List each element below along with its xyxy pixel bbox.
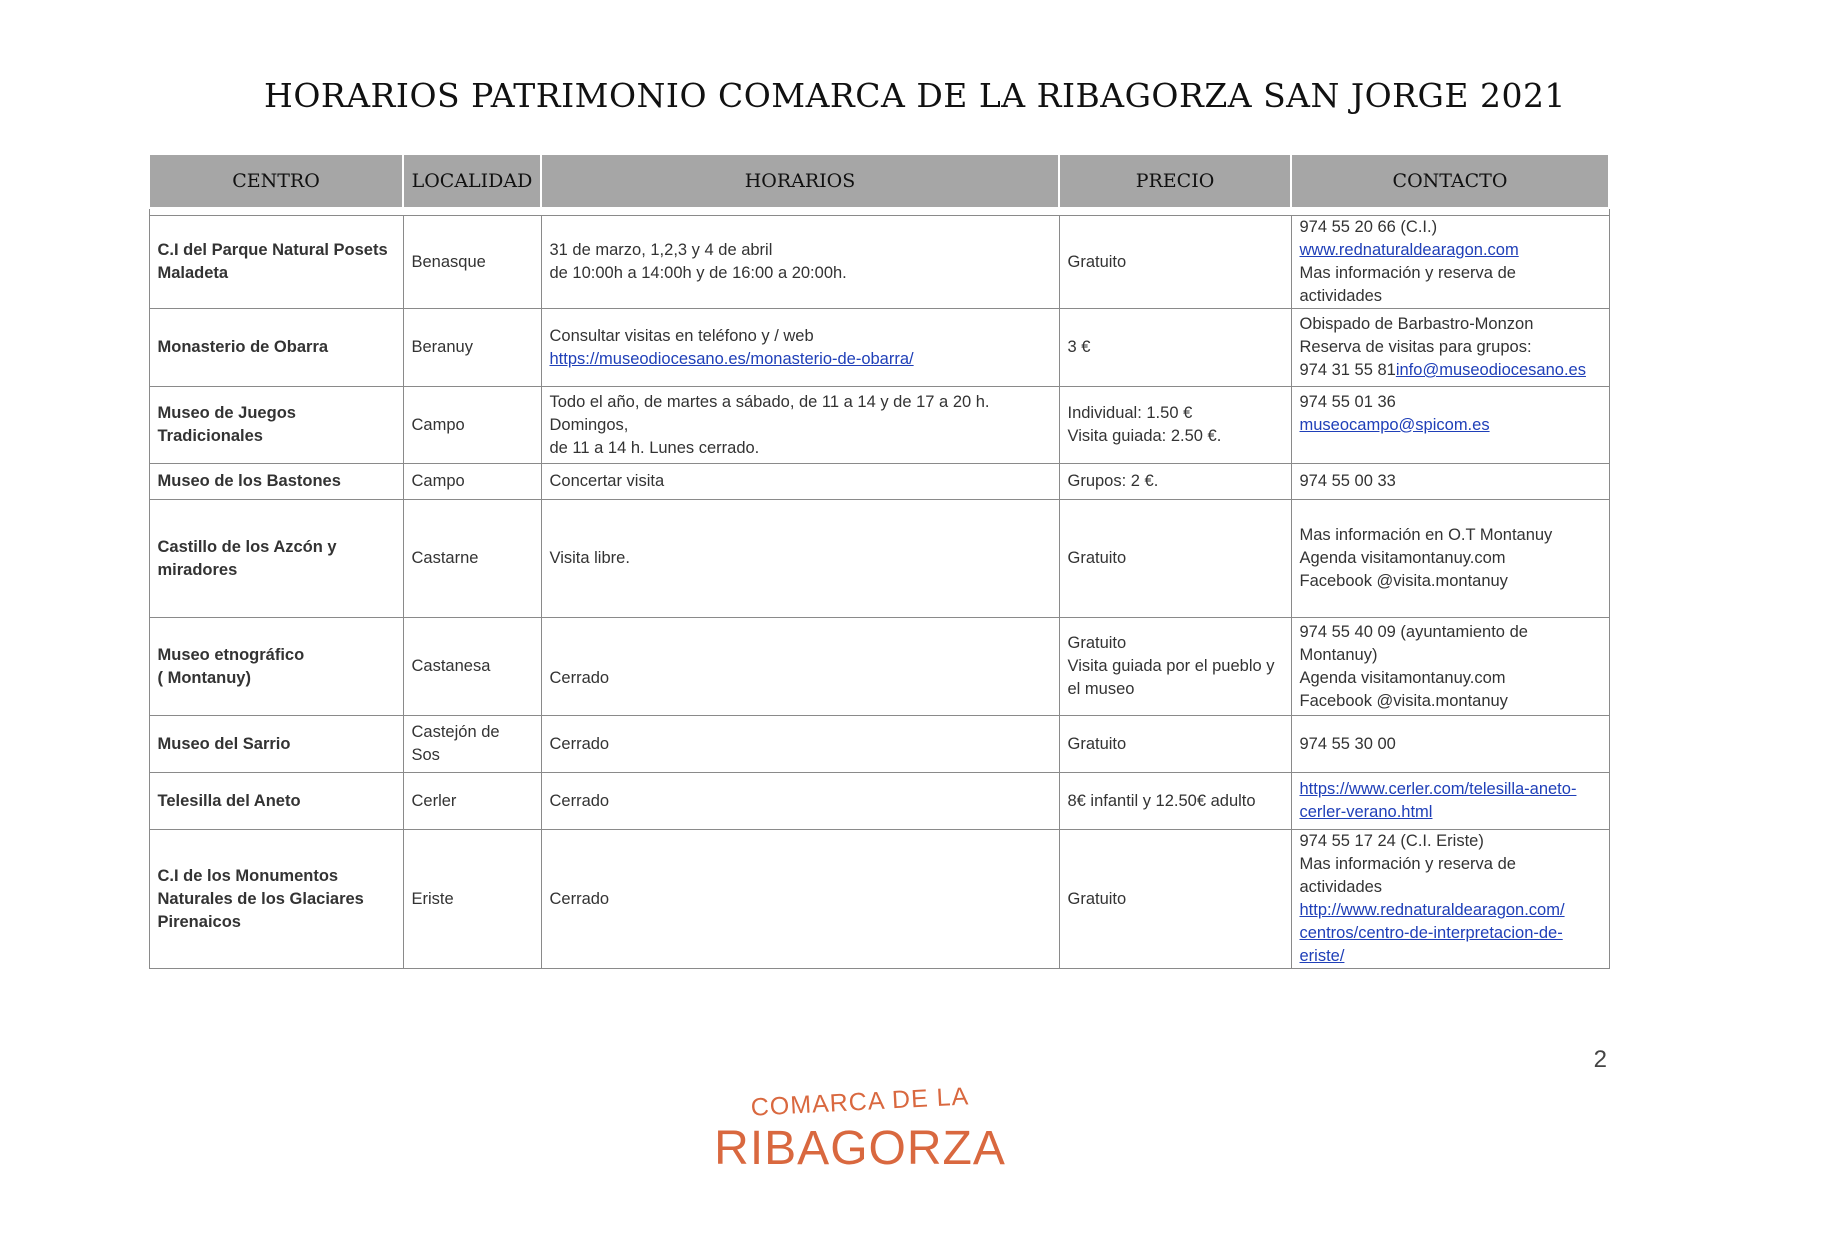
contacto-link[interactable]: centros/centro-de-interpretacion-de-	[1299, 924, 1563, 942]
horarios-line: Cerrado	[549, 791, 610, 810]
centro-cell	[149, 464, 403, 500]
contacto-line: Mas información y reserva de actividades	[1299, 855, 1516, 896]
localidad-cell	[403, 464, 541, 500]
precio-line: el museo	[1067, 680, 1135, 698]
localidad-line: Beranuy	[411, 338, 473, 356]
horarios-cell	[541, 387, 1059, 464]
centro-line: Museo etnográfico	[157, 645, 305, 664]
localidad-line: Sos	[411, 746, 440, 764]
precio-line: Gratuito	[1067, 549, 1127, 567]
contacto-link[interactable]: museocampo@spicom.es	[1299, 415, 1490, 434]
centro-cell	[149, 387, 403, 464]
centro-line: Telesilla del Aneto	[157, 791, 301, 810]
table-body	[149, 216, 1609, 969]
localidad-line: Cerler	[411, 791, 457, 810]
localidad-cell	[403, 773, 541, 830]
document-title: HORARIOS PATRIMONIO COMARCA DE LA RIBAGORZA SAN JORGE 2021	[264, 76, 1566, 115]
centro-line: ( Montanuy)	[157, 668, 251, 687]
precio-line: Visita guiada: 2.50 €.	[1067, 427, 1222, 445]
contacto-cell	[1291, 716, 1609, 773]
precio-line: 8€ infantil y 12.50€ adulto	[1067, 791, 1256, 810]
centro-cell	[149, 830, 403, 969]
page-number: 2	[1593, 1046, 1607, 1073]
table-row	[149, 618, 1609, 716]
horarios-cell	[541, 309, 1059, 387]
localidad-line: Castarne	[411, 549, 479, 567]
contacto-cell	[1291, 464, 1609, 500]
localidad-line: Campo	[411, 415, 465, 434]
centro-line: Pirenaicos	[157, 912, 241, 931]
localidad-cell	[403, 309, 541, 387]
contacto-line	[1300, 437, 1601, 460]
contacto-line: Reserva de visitas para grupos:	[1299, 338, 1532, 356]
contacto-line: 974 55 40 09 (ayuntamiento de	[1299, 622, 1528, 641]
localidad-cell	[403, 716, 541, 773]
contacto-line: 974 55 00 33	[1299, 472, 1396, 490]
header-centro: CENTRO	[149, 154, 403, 208]
contacto-cell	[1291, 500, 1609, 618]
contacto-line	[1300, 359, 1601, 382]
horarios-line: Concertar visita	[549, 472, 665, 490]
table-row	[149, 830, 1609, 969]
schedule-table	[148, 153, 1610, 969]
contacto-link[interactable]: http://www.rednaturaldearagon.com/	[1299, 901, 1565, 919]
horarios-line: Cerrado	[549, 668, 610, 687]
contacto-line: 974 55 20 66 (C.I.)	[1299, 218, 1438, 236]
horarios-line: 31 de marzo, 1,2,3 y 4 de abril	[549, 241, 773, 259]
centro-cell	[149, 618, 403, 716]
precio-cell	[1059, 716, 1291, 773]
localidad-line: Campo	[411, 472, 465, 490]
contacto-line: Mas información y reserva de actividades	[1299, 264, 1516, 305]
contacto-line: 974 55 01 36	[1299, 392, 1396, 411]
contacto-cell	[1291, 830, 1609, 969]
centro-line: Museo de Juegos	[157, 404, 296, 422]
header-precio: PRECIO	[1059, 154, 1291, 208]
comarca-ribagorza-logo	[714, 1072, 1006, 1182]
precio-line: Individual: 1.50 €	[1067, 404, 1193, 422]
horarios-line: Todo el año, de martes a sábado, de 11 a 14 y de 17 a 20 h. Domingos,	[549, 392, 990, 434]
contacto-line: 974 55 17 24 (C.I. Eriste)	[1299, 832, 1484, 850]
centro-cell	[149, 500, 403, 618]
header-gap	[149, 208, 1609, 216]
precio-cell	[1059, 773, 1291, 830]
horarios-cell	[541, 464, 1059, 500]
horarios-cell	[541, 716, 1059, 773]
table-row	[149, 216, 1609, 309]
centro-line: C.I del Parque Natural Posets	[157, 241, 388, 259]
horarios-line: Visita libre.	[549, 549, 630, 567]
centro-line: Maladeta	[157, 264, 229, 282]
centro-line: Tradicionales	[157, 427, 263, 445]
contacto-link[interactable]: www.rednaturaldearagon.com	[1299, 241, 1519, 259]
localidad-cell	[403, 830, 541, 969]
contacto-cell	[1291, 309, 1609, 387]
localidad-line: Castejón de	[411, 723, 500, 741]
precio-line: Gratuito	[1067, 634, 1127, 652]
contacto-line: Mas información en O.T Montanuy	[1299, 526, 1553, 544]
centro-cell	[149, 773, 403, 830]
precio-line: Visita guiada por el pueblo y	[1067, 657, 1275, 675]
contacto-link[interactable]: eriste/	[1299, 947, 1345, 965]
contacto-line: 974 55 30 00	[1299, 734, 1396, 753]
contacto-line: Montanuy)	[1299, 645, 1378, 664]
table-row	[149, 773, 1609, 830]
contacto-line: Agenda visitamontanuy.com	[1299, 549, 1506, 567]
localidad-cell	[403, 216, 541, 309]
horarios-cell	[541, 830, 1059, 969]
precio-cell	[1059, 500, 1291, 618]
precio-cell	[1059, 618, 1291, 716]
localidad-cell	[403, 387, 541, 464]
contacto-line: Facebook @visita.montanuy	[1299, 572, 1508, 590]
precio-line: Grupos: 2 €.	[1067, 472, 1159, 490]
table-row	[149, 716, 1609, 773]
centro-cell	[149, 309, 403, 387]
horarios-line: de 11 a 14 h. Lunes cerrado.	[549, 438, 760, 457]
precio-line: Gratuito	[1067, 889, 1127, 908]
centro-line: Castillo de los Azcón y	[157, 537, 337, 556]
centro-cell	[149, 716, 403, 773]
horarios-line	[550, 644, 1051, 667]
contacto-line: Facebook @visita.montanuy	[1299, 691, 1508, 710]
centro-line: miradores	[157, 560, 238, 579]
centro-line: Museo de los Bastones	[157, 472, 341, 490]
horarios-line: de 10:00h a 14:00h y de 16:00 a 20:00h.	[549, 264, 847, 282]
contact-link[interactable]: info@museodiocesano.es	[1395, 361, 1586, 379]
svg-text:RIBAGORZA: RIBAGORZA	[714, 1122, 1006, 1175]
localidad-cell	[403, 618, 541, 716]
centro-cell	[149, 216, 403, 309]
header-localidad: LOCALIDAD	[403, 154, 541, 208]
table-row	[149, 500, 1609, 618]
contacto-cell	[1291, 387, 1609, 464]
localidad-cell	[403, 500, 541, 618]
contacto-cell	[1291, 216, 1609, 309]
contact-text: 974 31 55 81	[1299, 361, 1396, 379]
precio-cell	[1059, 830, 1291, 969]
centro-line: Monasterio de Obarra	[157, 338, 329, 356]
horarios-cell	[541, 500, 1059, 618]
table-row	[149, 464, 1609, 500]
horarios-cell	[541, 618, 1059, 716]
localidad-line: Castanesa	[411, 657, 491, 675]
horarios-line: Cerrado	[549, 889, 610, 908]
contacto-line: Obispado de Barbastro-Monzon	[1299, 315, 1534, 333]
precio-cell	[1059, 309, 1291, 387]
horarios-line: Consultar visitas en teléfono y / web	[549, 326, 814, 345]
table-row	[149, 387, 1609, 464]
table-header-row	[149, 154, 1609, 208]
precio-cell	[1059, 387, 1291, 464]
centro-line: C.I de los Monumentos	[157, 866, 339, 885]
precio-cell	[1059, 216, 1291, 309]
localidad-line: Eriste	[411, 889, 454, 908]
contacto-cell	[1291, 773, 1609, 830]
contacto-line: Agenda visitamontanuy.com	[1299, 668, 1506, 687]
precio-line: Gratuito	[1067, 734, 1127, 753]
horarios-cell	[541, 773, 1059, 830]
precio-line: 3 €	[1067, 338, 1091, 356]
centro-line: Museo del Sarrio	[157, 734, 291, 753]
horarios-cell	[541, 216, 1059, 309]
svg-text:COMARCA DE LA: COMARCA DE LA	[750, 1082, 970, 1122]
localidad-line: Benasque	[411, 252, 486, 271]
precio-line: Gratuito	[1067, 252, 1127, 271]
table-row	[149, 309, 1609, 387]
horarios-line: Cerrado	[549, 734, 610, 753]
centro-line: Naturales de los Glaciares	[157, 889, 364, 908]
precio-cell	[1059, 464, 1291, 500]
header-horarios: HORARIOS	[541, 154, 1059, 208]
header-contacto: CONTACTO	[1291, 154, 1609, 208]
contacto-link[interactable]: https://www.cerler.com/telesilla-aneto-	[1299, 780, 1577, 798]
contacto-link[interactable]: cerler-verano.html	[1299, 803, 1433, 821]
contacto-cell	[1291, 618, 1609, 716]
horarios-link[interactable]: https://museodiocesano.es/monasterio-de-obarra/	[549, 349, 914, 368]
